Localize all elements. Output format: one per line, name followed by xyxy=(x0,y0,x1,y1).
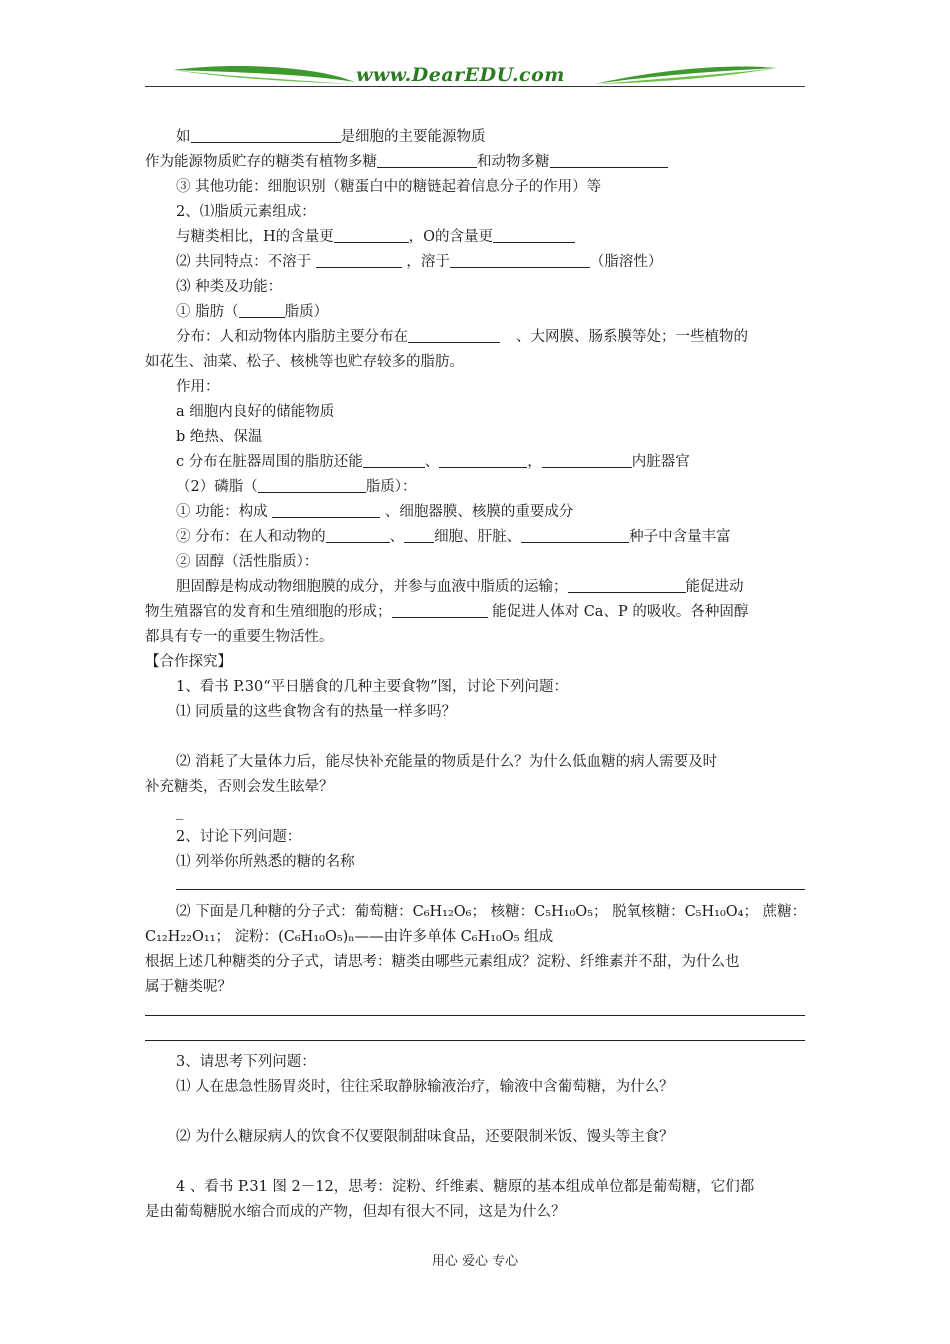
answer-blank[interactable] xyxy=(316,253,402,268)
left-swoosh-icon xyxy=(173,66,355,82)
answer-blank[interactable] xyxy=(258,478,366,493)
page-footer: 用心 爱心 专心 xyxy=(431,1254,519,1269)
text-line: ⑵ 为什么糖尿病人的饮食不仅要限制甜味食品，还要限制米饭、馒头等主食？ xyxy=(176,1129,674,1145)
text-line: 1、看书 P.30“平日膳食的几种主要食物”图，讨论下列问题： xyxy=(176,679,569,695)
text-line: 3、请思考下列问题： xyxy=(176,1054,316,1070)
text-line: ⑵ 共同特点：不溶于 ，溶于 （脂溶性） xyxy=(176,254,663,270)
answer-blank[interactable] xyxy=(493,228,575,243)
text-line: 是由葡萄糖脱水缩合而成的产物，但却有很大不同，这是为什么？ xyxy=(145,1204,566,1220)
text-line: （2）磷脂（ 脂质）： xyxy=(176,479,417,495)
text-line: 如花生、油菜、松子、核桃等也贮存较多的脂肪。 xyxy=(145,354,464,370)
answer-blank[interactable] xyxy=(326,528,390,543)
text-line: ③ 其他功能：细胞识别（糖蛋白中的糖链起着信息分子的作用）等 xyxy=(176,179,602,195)
answer-blank[interactable] xyxy=(404,528,434,543)
text-line: ① 脂肪（ 脂质） xyxy=(176,304,329,320)
header-rule xyxy=(145,86,805,87)
text-line: C₁₂H₂₂O₁₁； 淀粉：(C₆H₁₀O₅)ₙ——由许多单体 C₆H₁₀O₅ 组成 xyxy=(145,929,554,945)
section-heading: 【合作探究】 xyxy=(145,654,232,670)
text-line: ② 分布：在人和动物的 、 细胞、肝脏、 种子中含量丰富 xyxy=(176,529,731,545)
text-line: c 分布在脏器周围的脂肪还能 、 ， 内脏器官 xyxy=(176,454,690,470)
text-line: 作为能源物质贮存的糖类有植物多糖 和动物多糖 xyxy=(145,153,668,171)
answer-blank[interactable] xyxy=(550,153,668,168)
answer-blank[interactable] xyxy=(439,453,527,468)
text-line: 如 是细胞的主要能源物质 xyxy=(176,129,486,145)
answer-blank[interactable] xyxy=(239,303,285,318)
answer-blank[interactable] xyxy=(542,453,632,468)
text-line: ⑴ 同质量的这些食物含有的热量一样多吗？ xyxy=(176,704,457,720)
text-line: 补充糖类，否则会发生眩晕？ xyxy=(145,779,334,795)
answer-blank[interactable] xyxy=(568,578,686,593)
answer-blank[interactable] xyxy=(408,328,500,343)
text-line: 属于糖类呢？ xyxy=(145,979,232,995)
text-line: ⑴ 列举你所熟悉的糖的名称 xyxy=(176,854,355,870)
text-line: ① 功能：构成 、细胞器膜、核膜的重要成分 xyxy=(176,504,574,520)
answer-blank[interactable] xyxy=(272,503,380,518)
text-line: _ xyxy=(176,804,184,820)
text-line: ⑴ 人在患急性肠胃炎时，往往采取静脉输液治疗，输液中含葡萄糖，为什么？ xyxy=(176,1079,674,1095)
text-line: ② 固醇（活性脂质）： xyxy=(176,554,319,570)
text-line: 胆固醇是构成动物细胞膜的成分，并参与血液中脂质的运输； 能促进动 xyxy=(176,579,744,595)
answer-blank[interactable] xyxy=(377,153,477,168)
answer-blank[interactable] xyxy=(450,253,590,268)
answer-line[interactable] xyxy=(145,1015,805,1016)
text-line: ⑶ 种类及功能： xyxy=(176,279,283,295)
answer-line[interactable] xyxy=(176,889,805,890)
text-line: 4 、看书 P.31 图 2－12，思考：淀粉、纤维素、糖原的基本组成单位都是葡萄糖，它们都 xyxy=(176,1179,755,1195)
text-line: 物生殖器官的发育和生殖细胞的形成； 能促进人体对 Ca、P 的吸收。各种固醇 xyxy=(145,604,749,620)
text-line: 2、讨论下列问题： xyxy=(176,829,302,845)
answer-blank[interactable] xyxy=(363,453,425,468)
answer-blank[interactable] xyxy=(334,228,409,243)
site-logo-text[interactable]: www.DearEDU.com xyxy=(356,64,565,86)
answer-blank[interactable] xyxy=(392,603,488,618)
text-line: 与糖类相比，H的含量更 ，O的含量更 xyxy=(176,228,575,246)
text-line: a 细胞内良好的储能物质 xyxy=(176,404,335,420)
text-line: ⑵ 下面是几种糖的分子式：葡萄糖：C₆H₁₂O₆； 核糖：C₅H₁₀O₅； 脱氧核糖：C₅H₁₀O₄； 蔗糖： xyxy=(176,904,807,920)
text-line: 根据上述几种糖类的分子式，请思考：糖类由哪些元素组成？淀粉、纤维素并不甜，为什么也 xyxy=(145,954,740,970)
text-line: 分布：人和动物体内脂肪主要分布在 、大网膜、肠系膜等处；一些植物的 xyxy=(176,329,748,345)
text-line: 作用： xyxy=(176,379,220,395)
answer-blank[interactable] xyxy=(521,528,629,543)
right-swoosh-icon xyxy=(595,67,777,84)
text-line: ⑵ 消耗了大量体力后，能尽快补充能量的物质是什么？为什么低血糖的病人需要及时 xyxy=(176,754,718,770)
text-line: 2、⑴脂质元素组成： xyxy=(176,204,316,220)
text-line: b 绝热、保温 xyxy=(176,429,263,445)
answer-line[interactable] xyxy=(145,1040,805,1041)
text-line: 都具有专一的重要生物活性。 xyxy=(145,629,334,645)
answer-blank[interactable] xyxy=(191,128,341,143)
